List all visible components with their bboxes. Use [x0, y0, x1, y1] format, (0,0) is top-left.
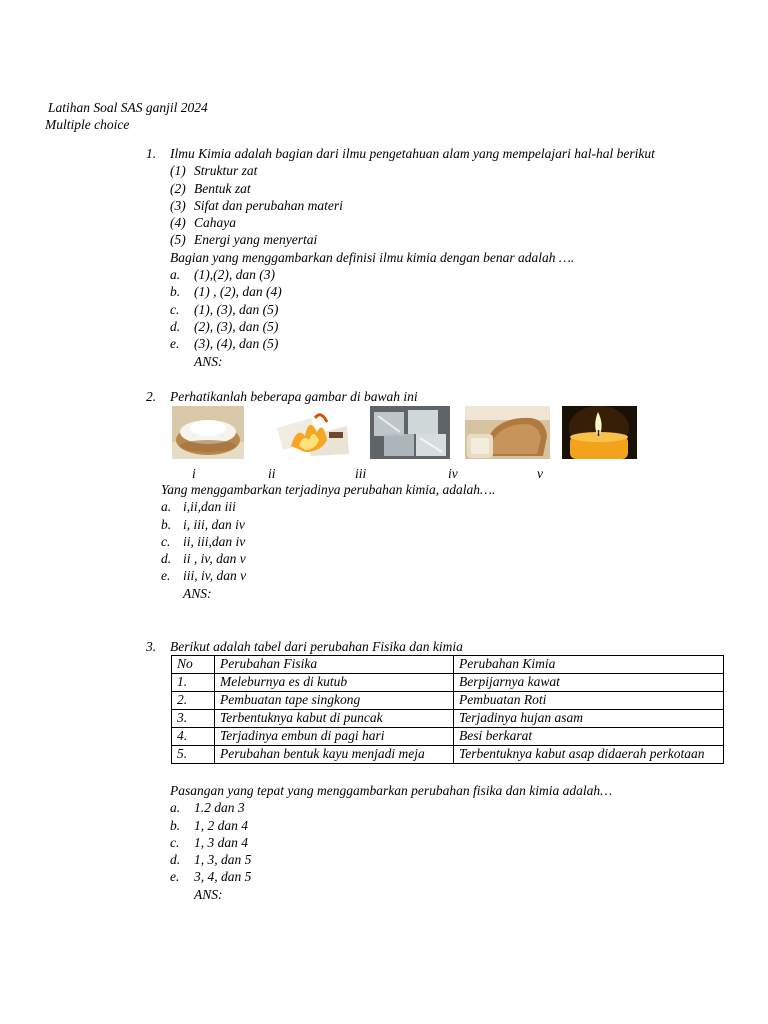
table-cell: Perubahan bentuk kayu menjadi meja — [215, 746, 454, 764]
q2-option-c[interactable]: c. ii, iii,dan iv — [161, 533, 246, 549]
q3-number: 3. — [146, 639, 157, 654]
image-label-iii: iii — [355, 466, 367, 481]
bread-loaf-image — [465, 406, 550, 459]
q2-answer[interactable]: ANS: — [183, 585, 212, 601]
q3-prompt: Pasangan yang tepat yang menggambarkan perubahan fisika dan kimia adalah… — [170, 783, 613, 798]
table-cell: Pembuatan Roti — [454, 692, 724, 710]
q3-option-b[interactable]: b. 1, 2 dan 4 — [170, 817, 248, 833]
table-header: No — [172, 656, 215, 674]
table-row — [172, 692, 724, 710]
q1-item: (2) Bentuk zat — [170, 180, 251, 196]
q1-answer[interactable]: ANS: — [194, 353, 223, 369]
table-header-row — [172, 656, 724, 674]
changes-table — [171, 655, 724, 764]
q3-question: Berikut adalah tabel dari perubahan Fisika dan kimia — [170, 639, 463, 654]
image-label-i: i — [192, 466, 196, 481]
table-cell: Pembuatan tape singkong — [215, 692, 454, 710]
ice-cubes-image — [370, 406, 450, 459]
q1-item: (1) Struktur zat — [170, 163, 258, 179]
table-header: Perubahan Kimia — [454, 656, 724, 674]
q3-option-d[interactable]: d. 1, 3, dan 5 — [170, 852, 252, 868]
q2-number: 2. — [146, 389, 157, 404]
q3-answer[interactable]: ANS: — [194, 886, 223, 902]
q1-item: (5) Energi yang menyertai — [170, 232, 318, 248]
burning-paper-image — [271, 406, 351, 459]
table-row — [172, 710, 724, 728]
q3-block — [170, 782, 612, 903]
q1-item: (3) Sifat dan perubahan materi — [170, 197, 343, 213]
q1-block — [170, 145, 655, 370]
q1-option-c[interactable]: c. (1), (3), dan (5) — [170, 301, 279, 317]
table-cell: Besi berkarat — [454, 728, 724, 746]
q2-prompt: Yang menggambarkan terjadinya perubahan kimia, adalah…. — [161, 482, 496, 497]
q1-item: (4) Cahaya — [170, 215, 236, 231]
q2-option-e[interactable]: e. iii, iv, dan v — [161, 568, 247, 584]
q1-option-a[interactable]: a. (1),(2), dan (3) — [170, 267, 275, 283]
table-row — [172, 674, 724, 692]
table-cell: Berpijarnya kawat — [454, 674, 724, 692]
table-cell: 2. — [172, 692, 215, 710]
document-title: Latihan Soal SAS ganjil 2024 — [48, 100, 208, 115]
image-label-iv: iv — [448, 466, 458, 481]
salt-bowl-image — [172, 406, 244, 459]
q1-question: Ilmu Kimia adalah bagian dari ilmu pengetahuan alam yang mempelajari hal-hal berikut — [170, 146, 655, 161]
q1-number: 1. — [146, 146, 157, 161]
image-label-ii: ii — [268, 466, 276, 481]
q2-block — [161, 481, 495, 602]
table-cell: Terbentuknya kabut di puncak — [215, 710, 454, 728]
q2-option-b[interactable]: b. i, iii, dan iv — [161, 516, 245, 532]
table-cell: 3. — [172, 710, 215, 728]
table-cell: 5. — [172, 746, 215, 764]
table-cell: Meleburnya es di kutub — [215, 674, 454, 692]
table-row — [172, 728, 724, 746]
q2-option-a[interactable]: a. i,ii,dan iii — [161, 499, 236, 515]
q1-option-d[interactable]: d. (2), (3), dan (5) — [170, 318, 279, 334]
table-cell: Terjadinya hujan asam — [454, 710, 724, 728]
table-cell: 4. — [172, 728, 215, 746]
q3-option-c[interactable]: c. 1, 3 dan 4 — [170, 834, 248, 850]
q1-prompt: Bagian yang menggambarkan definisi ilmu kimia dengan benar adalah …. — [170, 249, 575, 265]
q2-question: Perhatikanlah beberapa gambar di bawah ini — [170, 389, 418, 404]
table-cell: 1. — [172, 674, 215, 692]
image-label-v: v — [537, 466, 543, 481]
table-cell: Terjadinya embun di pagi hari — [215, 728, 454, 746]
table-cell: Terbentuknya kabut asap didaerah perkotaan — [454, 746, 724, 764]
q3-option-a[interactable]: a. 1.2 dan 3 — [170, 800, 245, 816]
table-header: Perubahan Fisika — [215, 656, 454, 674]
q2-option-d[interactable]: d. ii , iv, dan v — [161, 551, 246, 567]
table-row — [172, 746, 724, 764]
q1-option-e[interactable]: e. (3), (4), dan (5) — [170, 336, 279, 352]
document-subtitle: Multiple choice — [45, 117, 130, 132]
candle-flame-image — [562, 406, 637, 459]
q3-option-e[interactable]: e. 3, 4, dan 5 — [170, 869, 252, 885]
q1-option-b[interactable]: b. (1) , (2), dan (4) — [170, 284, 282, 300]
